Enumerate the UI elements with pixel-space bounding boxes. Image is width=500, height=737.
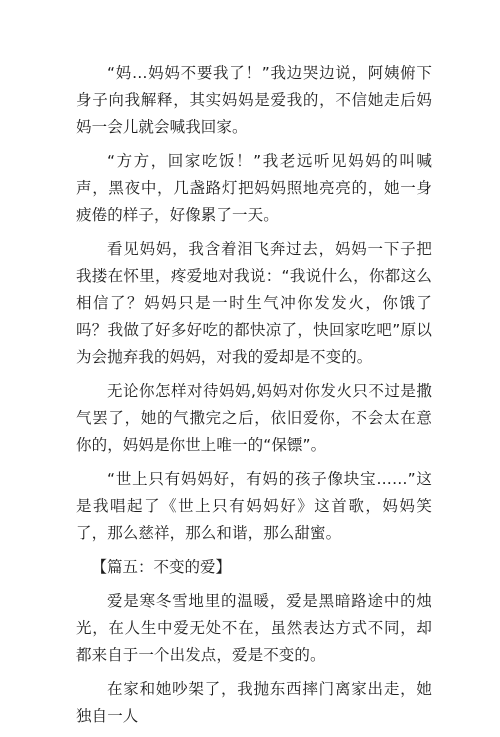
body-text <box>76 60 432 737</box>
section-heading: 【篇五：不变的爱】 <box>91 558 232 576</box>
paragraph: 看见妈妈，我含着泪飞奔过去，妈妈一下子把我搂在怀里，疼爱地对我说：“我说什么，你都这么相信了？妈妈只是一时生气冲你发发火，你饿了吗？我做了好多好吃的都快凉了，快回家吃吧”原以为会抛弃我的妈妈，对我的爱却是不变的。 <box>76 240 432 366</box>
paragraph: 无论你怎样对待妈妈,妈妈对你发火只不过是撒气罢了，她的气撒完之后，依旧爱你，不会太在意你的，妈妈是你世上唯一的“保镖”。 <box>76 382 432 454</box>
paragraph: 在家和她吵架了，我抛东西摔门离家出走，她独自一人 <box>76 680 432 725</box>
paragraph: “方方，回家吃饭！”我老远听见妈妈的叫喊声，黑夜中，几盏路灯把妈妈照地亮亮的，她一身疲倦的样子，好像累了一天。 <box>76 152 432 224</box>
paragraph: “妈…妈妈不要我了！”我边哭边说，阿姨俯下身子向我解释，其实妈妈是爱我的，不信她走后妈妈一会儿就会喊我回家。 <box>76 64 432 136</box>
paragraph: 爱是寒冬雪地里的温暖，爱是黑暗路途中的烛光，在人生中爱无处不在，虽然表达方式不同，却都来自于一个出发点，爱是不变的。 <box>76 592 432 664</box>
paragraph: “世上只有妈妈好，有妈的孩子像块宝……”这是我唱起了《世上只有妈妈好》这首歌，妈妈笑了，那么慈祥，那么和谐，那么甜蜜。 <box>76 470 432 542</box>
